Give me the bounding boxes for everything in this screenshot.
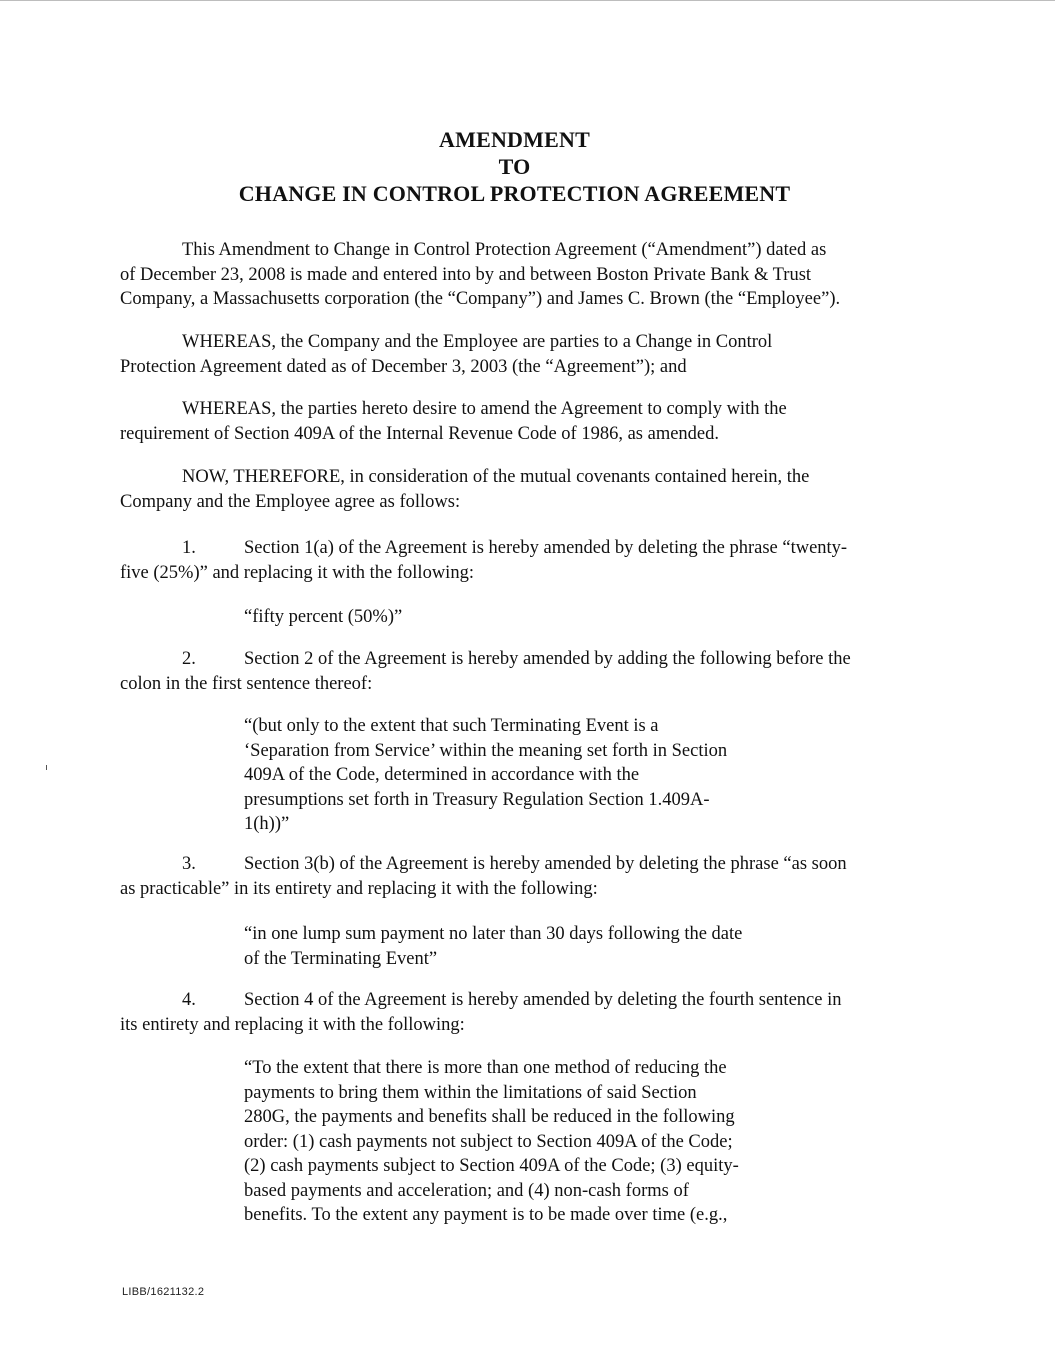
item-4-quote-line-3: 280G, the payments and benefits shall be reduced in the following: [244, 1107, 735, 1127]
item-1-paragraph: [120, 536, 930, 585]
intro-paragraph: [120, 238, 930, 312]
title-line-3: CHANGE IN CONTROL PROTECTION AGREEMENT: [238, 181, 791, 206]
item-1-quote: [244, 605, 402, 630]
intro-line-2: of December 23, 2008 is made and entered into by and between Boston Private Bank & Trust: [120, 264, 812, 285]
whereas1-line-2: Protection Agreement dated as of December 3, 2003 (the “Agreement”); and: [120, 356, 687, 377]
now-therefore-line-2: Company and the Employee agree as follows:: [120, 491, 461, 512]
title-line-2: TO: [498, 154, 531, 179]
whereas2-line-1: WHEREAS, the parties hereto desire to amend the Agreement to comply with the: [182, 399, 787, 419]
intro-line-1: This Amendment to Change in Control Protection Agreement (“Amendment”) dated as: [182, 240, 827, 260]
item-4-paragraph: [120, 988, 930, 1037]
whereas-paragraph-1: [120, 330, 930, 379]
item-4-line-2: its entirety and replacing it with the following:: [120, 1014, 465, 1035]
item-3-line-2: as practicable” in its entirety and replacing it with the following:: [120, 878, 598, 899]
now-therefore-line-1: NOW, THEREFORE, in consideration of the mutual covenants contained herein, the: [182, 467, 810, 487]
item-2-number: 2.: [182, 649, 196, 669]
scan-mark: [46, 765, 47, 770]
item-3-paragraph: [120, 852, 930, 901]
whereas-paragraph-2: [120, 397, 930, 446]
item-2-line-1: Section 2 of the Agreement is hereby amended by adding the following before the: [244, 649, 851, 669]
item-4-number: 4.: [182, 990, 196, 1010]
item-4-quote-line-4: order: (1) cash payments not subject to Section 409A of the Code;: [244, 1131, 733, 1152]
item-3-number: 3.: [182, 854, 196, 874]
item-4-quote-line-1: “To the extent that there is more than one method of reducing the: [244, 1058, 727, 1078]
item-3-quote: [244, 922, 742, 971]
item-2-quote: [244, 714, 727, 837]
item-2-line-2: colon in the first sentence thereof:: [120, 673, 373, 694]
item-4-quote-line-2: payments to bring them within the limitations of said Section: [244, 1082, 697, 1103]
item-1-line-1: Section 1(a) of the Agreement is hereby amended by deleting the phrase “twenty-: [244, 538, 848, 558]
whereas2-line-2: requirement of Section 409A of the Internal Revenue Code of 1986, as amended.: [120, 423, 720, 444]
item-3-quote-line-1: “in one lump sum payment no later than 30 days following the date: [244, 924, 743, 944]
document-id-footer: LIBB/1621132.2: [122, 1286, 205, 1298]
item-2-quote-line-5: 1(h))”: [244, 814, 290, 834]
item-2-quote-line-4: presumptions set forth in Treasury Regulation Section 1.409A-: [244, 789, 710, 810]
title-line-1: AMENDMENT: [439, 127, 590, 152]
item-2-paragraph: [120, 647, 930, 696]
item-3-quote-line-2: of the Terminating Event”: [244, 948, 438, 969]
top-rule: [0, 0, 1055, 1]
item-4-quote-line-7: benefits. To the extent any payment is to be made over time (e.g.,: [244, 1205, 728, 1225]
item-1-quote-line-1: “fifty percent (50%)”: [244, 607, 403, 627]
item-2-quote-line-3: 409A of the Code, determined in accordance with the: [244, 765, 640, 785]
item-4-quote: [244, 1056, 739, 1228]
item-4-quote-line-5: (2) cash payments subject to Section 409A of the Code; (3) equity-: [244, 1156, 739, 1176]
intro-line-3: Company, a Massachusetts corporation (the “Company”) and James C. Brown (the “Employee”).: [120, 289, 841, 309]
item-2-quote-line-2: ‘Separation from Service’ within the meaning set forth in Section: [244, 740, 728, 761]
item-2-quote-line-1: “(but only to the extent that such Terminating Event is a: [244, 716, 659, 736]
item-1-number: 1.: [182, 538, 196, 558]
item-3-line-1: Section 3(b) of the Agreement is hereby amended by deleting the phrase “as soon: [244, 854, 847, 874]
whereas1-line-1: WHEREAS, the Company and the Employee are parties to a Change in Control: [182, 332, 773, 352]
item-1-line-2: five (25%)” and replacing it with the following:: [120, 562, 474, 583]
item-4-quote-line-6: based payments and acceleration; and (4) non-cash forms of: [244, 1180, 689, 1201]
now-therefore-paragraph: [120, 465, 930, 514]
item-4-line-1: Section 4 of the Agreement is hereby amended by deleting the fourth sentence in: [244, 990, 842, 1010]
